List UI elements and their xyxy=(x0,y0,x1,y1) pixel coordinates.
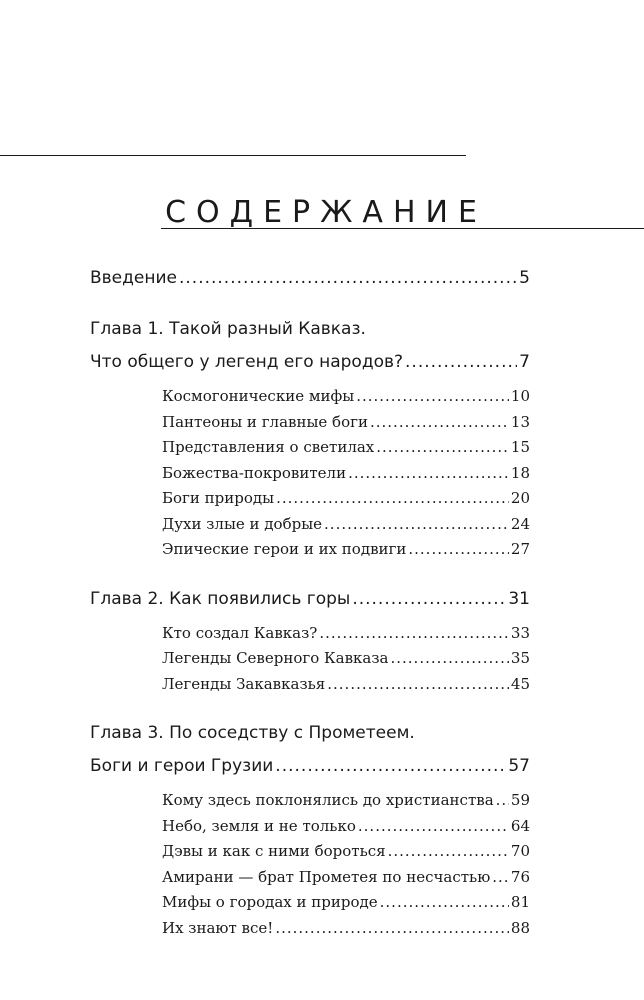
toc-section-page: 33 xyxy=(510,623,530,642)
toc-section[interactable] xyxy=(162,435,530,461)
chapter-3-title-line1[interactable]: Глава 3. По соседству с Прометеем. xyxy=(90,723,415,743)
toc-section-page: 70 xyxy=(510,842,530,860)
dot-leader xyxy=(275,916,509,942)
dot-leader xyxy=(348,461,509,487)
dot-leader xyxy=(327,672,509,698)
toc-section-title: Их знают все! xyxy=(162,918,274,937)
top-rule xyxy=(0,155,466,156)
toc-entry-intro[interactable] xyxy=(90,262,530,295)
toc-section[interactable] xyxy=(162,486,530,512)
dot-leader xyxy=(356,384,509,410)
toc-entry-title: Глава 2. Как появились горы xyxy=(90,588,351,609)
toc-section-title: Божества-покровители xyxy=(162,463,347,482)
dot-leader xyxy=(370,410,509,436)
dot-leader xyxy=(376,435,509,461)
toc-entry-title: Введение xyxy=(90,268,177,288)
toc-section-page: 81 xyxy=(510,893,530,911)
toc-section-title: Легенды Закавказья xyxy=(162,674,326,693)
toc-section[interactable] xyxy=(162,537,530,563)
toc-section-title: Кому здесь поклонялись до христианства xyxy=(162,791,494,809)
toc-section[interactable] xyxy=(162,916,530,942)
toc-section-page: 88 xyxy=(510,918,530,937)
dot-leader xyxy=(275,750,506,783)
toc-section-title: Кто создал Кавказ? xyxy=(162,623,318,642)
toc-section-page: 24 xyxy=(510,514,530,533)
toc-section-page: 59 xyxy=(510,791,530,809)
toc-entry-page: 7 xyxy=(519,352,530,372)
toc-section-title: Амирани — брат Прометея по несчастью xyxy=(162,867,491,886)
toc-section-title: Космогонические мифы xyxy=(162,387,355,405)
toc-section-page: 20 xyxy=(510,489,530,507)
dot-leader xyxy=(405,346,517,379)
toc-section-title: Пантеоны и главные боги xyxy=(162,412,368,431)
table-of-contents xyxy=(90,262,530,941)
toc-section[interactable] xyxy=(162,839,530,865)
toc-section-title: Эпические герои и их подвиги xyxy=(162,540,407,558)
toc-section-page: 18 xyxy=(510,463,530,482)
toc-section-title: Духи злые и добрые xyxy=(162,514,323,533)
toc-entry-chapter-1[interactable] xyxy=(90,346,530,379)
toc-section-title: Боги природы xyxy=(162,489,275,507)
dot-leader xyxy=(492,865,509,891)
dot-leader xyxy=(408,537,509,563)
dot-leader xyxy=(388,839,509,865)
toc-section-title: Мифы о городах и природе xyxy=(162,893,378,911)
toc-entry-chapter-3[interactable] xyxy=(90,750,530,783)
toc-section[interactable] xyxy=(162,890,530,916)
toc-entry-page: 5 xyxy=(519,268,530,288)
chapter-1-title-line1[interactable]: Глава 1. Такой разный Кавказ. xyxy=(90,319,366,339)
toc-section-page: 35 xyxy=(510,649,530,667)
toc-entry-page: 31 xyxy=(508,588,530,609)
toc-section-page: 13 xyxy=(510,412,530,431)
toc-section[interactable] xyxy=(162,788,530,814)
toc-section-title: Небо, земля и не только xyxy=(162,816,356,835)
toc-section-page: 64 xyxy=(510,816,530,835)
toc-section[interactable] xyxy=(162,410,530,436)
dot-leader xyxy=(324,512,509,538)
toc-entry-chapter-2[interactable] xyxy=(90,583,530,616)
toc-section[interactable] xyxy=(162,814,530,840)
toc-section[interactable] xyxy=(162,512,530,538)
toc-entry-page: 57 xyxy=(508,756,530,776)
dot-leader xyxy=(496,788,509,814)
toc-section-title: Дэвы и как с ними бороться xyxy=(162,842,386,860)
toc-section-page: 10 xyxy=(510,387,530,405)
dot-leader xyxy=(358,814,509,840)
toc-section[interactable] xyxy=(162,646,530,672)
toc-entry-title: Что общего у легенд его народов? xyxy=(90,352,404,372)
toc-section[interactable] xyxy=(162,865,530,891)
toc-section-page: 27 xyxy=(510,540,530,558)
dot-leader xyxy=(352,583,506,616)
toc-section-page: 76 xyxy=(510,867,530,886)
toc-section[interactable] xyxy=(162,384,530,410)
dot-leader xyxy=(276,486,509,512)
toc-section-title: Представления о светилах xyxy=(162,438,375,456)
dot-leader xyxy=(179,262,517,295)
toc-section[interactable] xyxy=(162,621,530,647)
toc-entry-title: Боги и герои Грузии xyxy=(90,756,274,776)
toc-section-page: 15 xyxy=(510,438,530,456)
dot-leader xyxy=(390,646,508,672)
toc-section[interactable] xyxy=(162,672,530,698)
toc-section-title: Легенды Северного Кавказа xyxy=(162,649,389,667)
dot-leader xyxy=(380,890,509,916)
dot-leader xyxy=(319,621,509,647)
bottom-rule xyxy=(161,228,644,229)
page-title: СОДЕРЖАНИЕ xyxy=(165,195,487,231)
toc-section[interactable] xyxy=(162,461,530,487)
toc-section-page: 45 xyxy=(510,674,530,693)
